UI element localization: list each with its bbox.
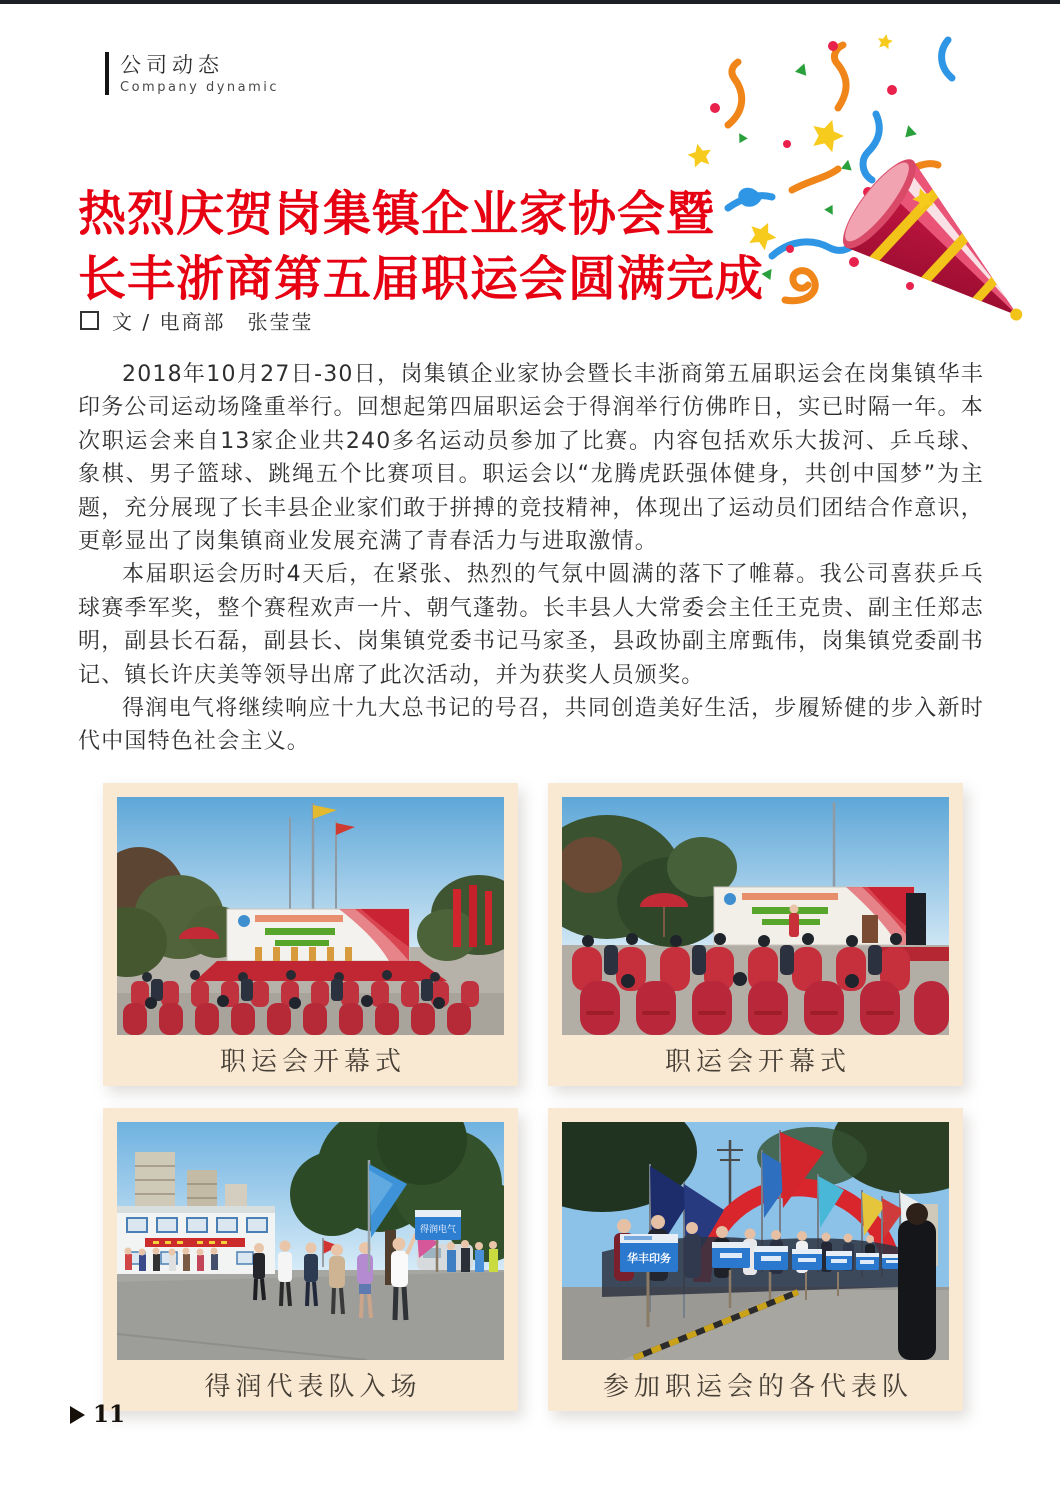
byline-author: 张莹莹 bbox=[247, 310, 314, 334]
page-marker-icon bbox=[70, 1406, 85, 1424]
article-paragraph: 2018年10月27日-30日，岗集镇企业家协会暨长丰浙商第五届职运会在岗集镇华丰印务公司运动场隆重举行。回想起第四届职运会于得润举行仿佛昨日，实已时隔一年。本次职运会来自13家企业共240多名运动员参加了比赛。内容包括欢乐大拔河、乒乓球、象棋、男子篮球、跳绳五个比赛项目。职运会以“龙腾虎跃强体健身，共创中国梦”为主题，充分展现了长丰县企业家们敢于拼搏的竞技精神，体现出了运动员们团结合作意识，更彰显出了岗集镇商业发展充满了青春活力与进取激情。 bbox=[78, 362, 984, 555]
photo-caption: 职运会开幕式 bbox=[664, 1047, 851, 1077]
photo-card bbox=[548, 1108, 963, 1411]
photo-card bbox=[103, 1108, 518, 1411]
section-subtitle: Company dynamic bbox=[120, 80, 280, 95]
section-title: 公司动态 bbox=[120, 53, 224, 77]
article-paragraph: 本届职运会历时4天后，在紧张、热烈的气氛中圆满的落下了帷幕。我公司喜获乒乓球赛季军奖，整个赛程欢声一片、朝气蓬勃。长丰县人大常委会主任王克贵、副主任郑志明，副县长石磊，副县长、岗集镇党委书记马家圣，县政协副主席甄伟，岗集镇党委副书记、镇长许庆美等领导出席了此次活动，并为获奖人员颁奖。 bbox=[78, 562, 984, 688]
page-number-text: 11 bbox=[93, 1401, 126, 1428]
article-paragraph: 得润电气将继续响应十九大总书记的号召，共同创造美好生活，步履矫健的步入新时代中国特色社会主义。 bbox=[78, 696, 984, 755]
photo4-team-sign-label: 华丰印务 bbox=[627, 1252, 671, 1265]
section-header bbox=[105, 52, 279, 95]
photo-delegation-entry bbox=[117, 1122, 504, 1360]
photo-card bbox=[548, 783, 963, 1086]
section-header-bar bbox=[105, 52, 109, 95]
photo-delegations-lineup bbox=[562, 1122, 949, 1360]
byline-square-icon bbox=[80, 311, 99, 330]
popper-cone bbox=[824, 137, 1060, 338]
page-top-rule bbox=[0, 0, 1060, 4]
article-body bbox=[78, 358, 984, 759]
article-title-line2: 长丰浙商第五届职运会圆满完成 bbox=[78, 251, 765, 308]
byline-label: 文 / 电商部 bbox=[112, 310, 226, 334]
photo3-team-sign-label: 得润电气 bbox=[419, 1225, 457, 1235]
photo-caption: 职运会开幕式 bbox=[219, 1047, 406, 1077]
photo-caption: 参加职运会的各代表队 bbox=[602, 1372, 913, 1402]
byline bbox=[80, 306, 313, 335]
photo-card bbox=[103, 783, 518, 1086]
photo-opening-ceremony-2 bbox=[562, 797, 949, 1035]
article-title bbox=[78, 182, 768, 312]
page-number bbox=[70, 1401, 125, 1428]
photo-caption: 得润代表队入场 bbox=[204, 1372, 422, 1402]
photo-opening-ceremony-1 bbox=[117, 797, 504, 1035]
article-title-line1: 热烈庆贺岗集镇企业家协会暨 bbox=[78, 186, 716, 243]
